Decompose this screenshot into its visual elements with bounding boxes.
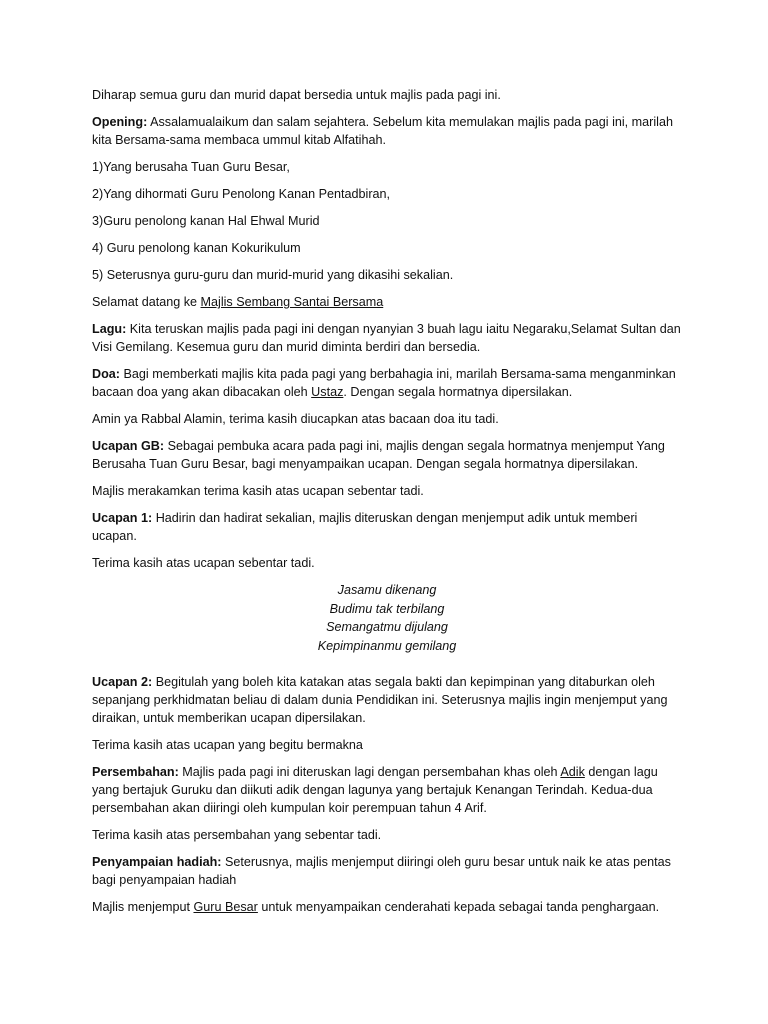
- salutation-5: 5) Seterusnya guru-guru dan murid-murid yang dikasihi sekalian.: [92, 268, 454, 282]
- persembahan-label: Persembahan:: [92, 765, 179, 779]
- salutation-1: 1)Yang berusaha Tuan Guru Besar,: [92, 160, 290, 174]
- lagu-label: Lagu:: [92, 322, 127, 336]
- salutation-2: 2)Yang dihormati Guru Penolong Kanan Pentadbiran,: [92, 187, 391, 201]
- intro-paragraph: Diharap semua guru dan murid dapat bersedia untuk majlis pada pagi ini.: [92, 88, 501, 102]
- ucapan-gb-text: Sebagai pembuka acara pada pagi ini, majlis dengan segala hormatnya menjemput Yang Berusaha Tuan Guru Besar, bagi menyampaikan ucapan. Dengan segala hormatnya dipersilakan.: [92, 439, 665, 471]
- guru-besar-underlined: Guru Besar: [193, 900, 258, 914]
- ucapan-1-text: Hadirin dan hadirat sekalian, majlis diteruskan dengan menjemput adik untuk memberi ucapan.: [92, 511, 638, 543]
- ustaz-underlined: Ustaz: [311, 385, 344, 399]
- salutation-4: 4) Guru penolong kanan Kokurikulum: [92, 241, 301, 255]
- final-suffix: untuk menyampaikan cenderahati kepada sebagai tanda penghargaan.: [257, 900, 660, 914]
- ucapan-gb-paragraph: [92, 437, 682, 473]
- final-paragraph: [92, 898, 682, 916]
- ucapan-2-text: Begitulah yang boleh kita katakan atas segala bakti dan kepimpinan yang ditaburkan oleh sepanjang perkhidmatan beliau di dalam dunia Pendidikan ini. Seterusnya majlis ingin menjemput yang diraikan, untuk memberikan ucapan dipersilakan.: [92, 675, 668, 725]
- doa-label: Doa:: [92, 367, 120, 381]
- salutation-3: 3)Guru penolong kanan Hal Ehwal Murid: [92, 214, 320, 228]
- document-page: [92, 86, 682, 925]
- welcome-prefix: Selamat datang ke: [92, 295, 201, 309]
- opening-label: Opening:: [92, 115, 148, 129]
- poem: [92, 581, 682, 655]
- adik-underlined: Adik: [560, 765, 585, 779]
- ucapan-2-label: Ucapan 2:: [92, 675, 153, 689]
- ucapan-1-label: Ucapan 1:: [92, 511, 153, 525]
- rakam-paragraph: Majlis merakamkan terima kasih atas ucapan sebentar tadi.: [92, 484, 424, 498]
- terima-kasih-2: Terima kasih atas ucapan yang begitu bermakna: [92, 738, 363, 752]
- poem-line-2: Budimu tak terbilang: [329, 601, 445, 616]
- ucapan-gb-label: Ucapan GB:: [92, 439, 165, 453]
- doa-text-before: Bagi memberkati majlis kita pada pagi yang berbahagia ini, marilah Bersama-sama menganminkan bacaan doa yang akan dibacakan oleh: [92, 367, 676, 399]
- persembahan-text-after: dengan lagu yang bertajuk Guruku dan diikuti adik dengan lagunya yang bertajuk Kenangan Terindah. Kedua-dua persembahan akan diiringi oleh kumpulan koir perempuan tahun 4 Arif.: [92, 765, 658, 815]
- hadiah-label: Penyampaian hadiah:: [92, 855, 222, 869]
- opening-paragraph: [92, 113, 682, 149]
- lagu-paragraph: [92, 320, 682, 356]
- welcome-paragraph: [92, 293, 682, 311]
- doa-paragraph: [92, 365, 682, 401]
- poem-line-4: Kepimpinanmu gemilang: [317, 638, 457, 653]
- lagu-text: Kita teruskan majlis pada pagi ini dengan nyanyian 3 buah lagu iaitu Negaraku,Selamat Sultan dan Visi Gemilang. Kesemua guru dan murid diminta berdiri dan bersedia.: [92, 322, 681, 354]
- persembahan-paragraph: [92, 763, 682, 817]
- persembahan-text-before: Majlis pada pagi ini diteruskan lagi dengan persembahan khas oleh: [178, 765, 561, 779]
- hadiah-paragraph: [92, 853, 682, 889]
- opening-text: Assalamualaikum dan salam sejahtera. Sebelum kita memulakan majlis pada pagi ini, marilah kita Bersama-sama membaca ummul kitab Alfatihah.: [92, 115, 673, 147]
- final-prefix: Majlis menjemput: [92, 900, 194, 914]
- terima-kasih-1: Terima kasih atas ucapan sebentar tadi.: [92, 556, 315, 570]
- ucapan-2-paragraph: [92, 673, 682, 727]
- terima-kasih-3: Terima kasih atas persembahan yang sebentar tadi.: [92, 828, 382, 842]
- doa-text-after: . Dengan segala hormatnya dipersilakan.: [343, 385, 573, 399]
- poem-line-3: Semangatmu dijulang: [326, 620, 448, 634]
- amin-paragraph: Amin ya Rabbal Alamin, terima kasih diucapkan atas bacaan doa itu tadi.: [92, 412, 499, 426]
- ucapan-1-paragraph: [92, 509, 682, 545]
- poem-line-1: Jasamu dikenang: [337, 583, 437, 597]
- hadiah-text: Seterusnya, majlis menjemput diiringi oleh guru besar untuk naik ke atas pentas bagi penyampaian hadiah: [92, 855, 671, 887]
- event-title: Majlis Sembang Santai Bersama: [200, 295, 384, 309]
